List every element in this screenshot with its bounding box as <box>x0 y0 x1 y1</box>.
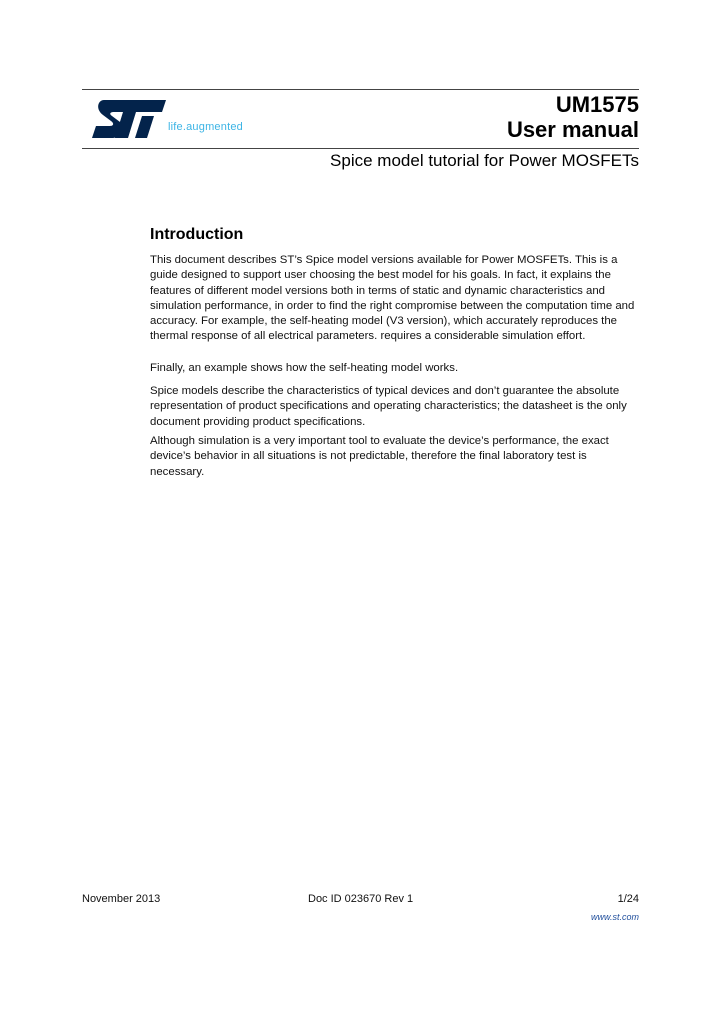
footer-page-number: 1/24 <box>617 893 639 905</box>
footer-date: November 2013 <box>82 893 161 905</box>
document-type: User manual <box>506 117 639 142</box>
footer-doc-reference: Doc ID 023670 Rev 1 <box>308 893 414 905</box>
intro-paragraph: Finally, an example shows how the self-heating model works. <box>150 362 459 374</box>
header-top-rule <box>82 89 639 90</box>
header-bottom-rule <box>82 148 639 149</box>
section-heading: Introduction <box>150 226 244 243</box>
footer-website-link[interactable]: www.st.com <box>590 912 639 922</box>
intro-paragraph: Spice models describe the characteristics of typical devices and don’t guarantee the absolute representation of product specifications and operating characteristics; the datasheet is the only document providing product specifications. <box>150 385 627 428</box>
intro-paragraph: Although simulation is a very important tool to evaluate the device’s performance, the exact device’s behavior in all situations is not predictable, therefore the final laboratory test is necessary. <box>150 435 609 478</box>
logo-tagline: life.augmented <box>168 121 243 133</box>
document-subtitle: Spice model tutorial for Power MOSFETs <box>330 151 639 170</box>
st-logo-icon <box>90 98 174 140</box>
document-id: UM1575 <box>555 92 639 117</box>
intro-paragraph: This document describes ST’s Spice model versions available for Power MOSFETs. This is a guide designed to support user choosing the best model for his goals. In fact, it explains the features of different model versions both in terms of static and dynamic characteristics and simulation performance, in order to find the right compromise between the computation time and accuracy. For example, the self-heating model (V3 version), which accurately reproduces the thermal response of all electrical parameters. requires a considerable simulation effort. <box>150 254 635 343</box>
